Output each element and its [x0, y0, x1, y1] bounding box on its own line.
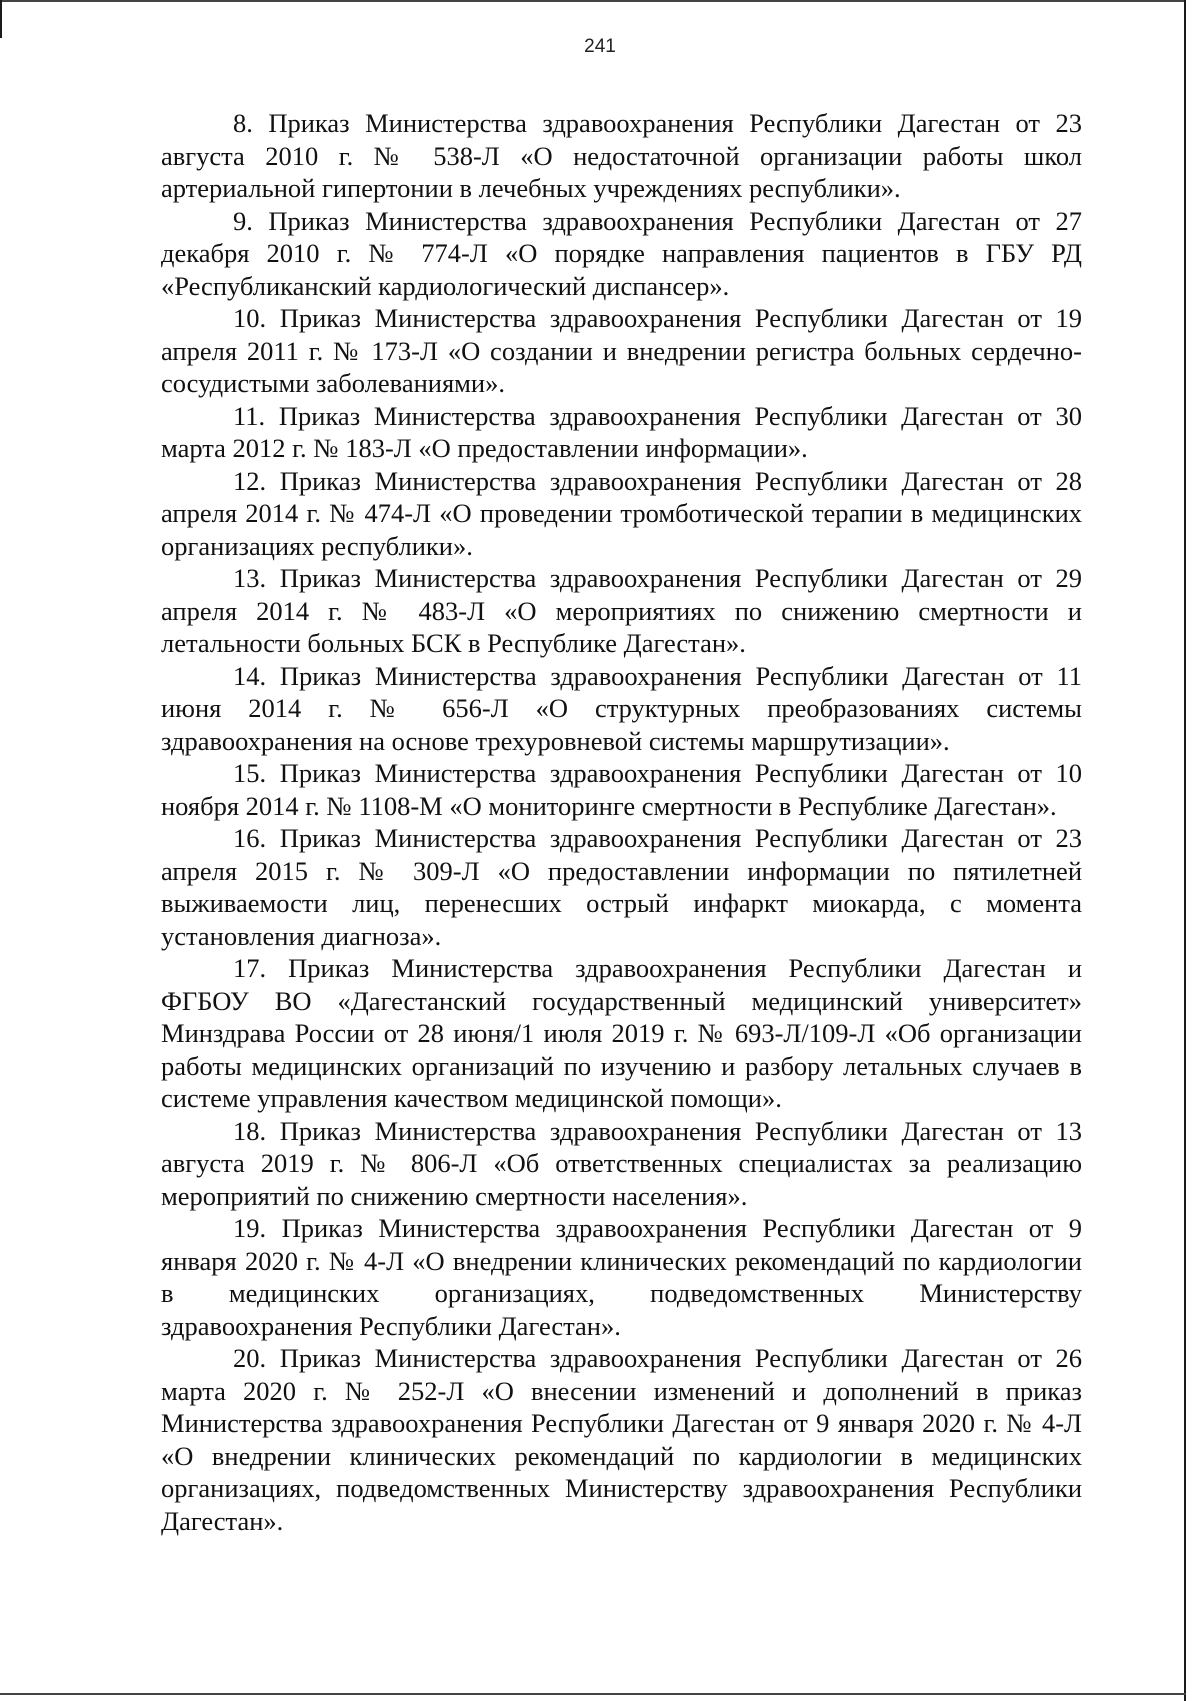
- list-item: [161, 1212, 1082, 1342]
- item-text: Приказ Министерства здравоохранения Республики Дагестан от 23 августа 2010 г. № 538-Л «О недостаточной организации работы школ артериальной гипертонии в лечебных учреждениях республики».: [161, 108, 1082, 203]
- item-number: 11.: [233, 400, 266, 431]
- item-number: 17.: [233, 953, 267, 983]
- list-item: [161, 822, 1082, 952]
- item-number: 19.: [233, 1213, 267, 1243]
- item-text: Приказ Министерства здравоохранения Республики Дагестан от 28 апреля 2014 г. № 474-Л «О проведении тромботической терапии в медицинских организациях республики».: [161, 465, 1082, 561]
- scan-edge-top: [0, 0, 1186, 2]
- item-text: Приказ Министерства здравоохранения Республики Дагестан от 19 апреля 2011 г. № 173-Л «О создании и внедрении регистра больных сердечно-сосудистыми заболеваниями».: [161, 303, 1082, 398]
- list-item: [161, 757, 1082, 822]
- item-number: 16.: [233, 823, 267, 853]
- document-body: [161, 107, 1082, 1537]
- list-item: [161, 302, 1082, 400]
- item-text: Приказ Министерства здравоохранения Республики Дагестан и ФГБОУ ВО «Дагестанский государственный медицинский университет» Минздрава России от 28 июня/1 июля 2019 г. № 693-Л/109-Л «Об организации работы медицинских организаций по изучению и разбору летальных случаев в системе управления качеством медицинской помощи».: [161, 953, 1083, 1113]
- list-item: [161, 400, 1082, 465]
- item-number: 12.: [233, 465, 267, 496]
- list-item: [161, 1115, 1082, 1213]
- item-number: 13.: [233, 563, 267, 593]
- item-number: 15.: [233, 758, 267, 788]
- scan-edge-bottom: [0, 1693, 1186, 1695]
- list-item: [161, 205, 1082, 303]
- list-item: [161, 952, 1082, 1115]
- list-item: [161, 562, 1082, 660]
- scan-edge-right: [1184, 0, 1186, 1701]
- item-number: 14.: [233, 660, 267, 691]
- list-item: [161, 660, 1082, 758]
- list-item: [161, 465, 1082, 563]
- item-text: Приказ Министерства здравоохранения Республики Дагестан от 23 апреля 2015 г. № 309-Л «О предоставлении информации по пятилетней выживаемости лиц, перенесших острый инфаркт миокарда, с момента установления диагноза».: [161, 823, 1082, 951]
- item-number: 9.: [233, 205, 253, 236]
- item-text: Приказ Министерства здравоохранения Республики Дагестан от 10 ноября 2014 г. № 1108-М «О мониторинге смертности в Республике Дагестан».: [161, 758, 1082, 821]
- item-text: Приказ Министерства здравоохранения Республики Дагестан от 9 января 2020 г. № 4-Л «О внедрении клинических рекомендаций по кардиологии в медицинских организациях, подведомственных Министерству здравоохранения Республики Дагестан».: [161, 1213, 1082, 1341]
- item-text: Приказ Министерства здравоохранения Республики Дагестан от 30 марта 2012 г. № 183-Л «О предоставлении информации».: [161, 400, 1082, 463]
- item-number: 8.: [233, 108, 253, 138]
- item-number: 10.: [233, 303, 267, 333]
- item-text: Приказ Министерства здравоохранения Республики Дагестан от 26 марта 2020 г. № 252-Л «О внесении изменений и дополнений в приказ Министерства здравоохранения Республики Дагестан от 9 января 2020 г. № 4-Л «О внедрении клинических рекомендаций по кардиологии в медицинских организациях, подведомственных Министерству здравоохранения Республики Дагестан».: [161, 1343, 1082, 1536]
- item-text: Приказ Министерства здравоохранения Республики Дагестан от 27 декабря 2010 г. № 774-Л «О порядке направления пациентов в ГБУ РД «Республиканский кардиологический диспансер».: [161, 205, 1082, 301]
- item-text: Приказ Министерства здравоохранения Республики Дагестан от 13 августа 2019 г. № 806-Л «Об ответственных специалистах за реализацию мероприятий по снижению смертности населения».: [161, 1115, 1082, 1211]
- list-item: [161, 107, 1082, 205]
- scan-edge-left: [0, 0, 2, 38]
- item-number: 20.: [233, 1343, 267, 1373]
- item-text: Приказ Министерства здравоохранения Республики Дагестан от 29 апреля 2014 г. № 483-Л «О мероприятиях по снижению смертности и летальности больных БСК в Республике Дагестан».: [161, 563, 1082, 658]
- item-number: 18.: [233, 1115, 267, 1146]
- page-number: 241: [584, 36, 616, 57]
- list-item: [161, 1342, 1082, 1537]
- item-text: Приказ Министерства здравоохранения Республики Дагестан от 11 июня 2014 г. № 656-Л «О структурных преобразованиях системы здравоохранения на основе трехуровневой системы маршрутизации».: [161, 660, 1082, 756]
